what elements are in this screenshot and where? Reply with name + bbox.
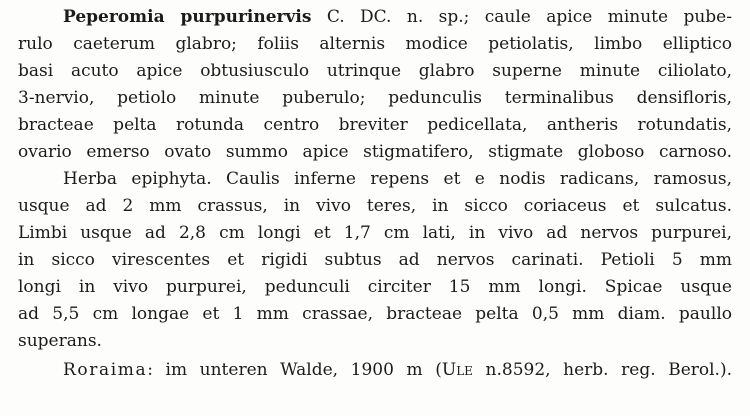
text-line [63, 4, 732, 31]
text-line: rulo caeterum glabro; foliis alternis modice petiolatis, limbo elliptico [18, 34, 732, 54]
locality-line [63, 357, 732, 384]
text-span: C. DC. n. sp.; caule apice minute pube- [311, 7, 732, 27]
text-line: 3-nervio, petiolo minute puberulo; pedunculis terminalibus densifloris, [18, 88, 732, 108]
text-line: ovario emerso ovato summo apice stigmatifero, stigmate globoso carnoso. [18, 142, 732, 162]
text-line: usque ad 2 mm crassus, in vivo teres, in sicco coriaceus et sulcatus. [18, 196, 732, 216]
collector-name: Ule [441, 360, 473, 380]
text-line: in sicco virescentes et rigidi subtus ad nervos carinati. Petioli 5 mm [18, 250, 732, 270]
text-line: bracteae pelta rotunda centro breviter pedicellata, antheris rotundatis, [18, 115, 732, 135]
species-name: Peperomia purpurinervis [63, 7, 312, 27]
text-line: ad 5,5 cm longae et 1 mm crassae, bracteae pelta 0,5 mm diam. paullo [18, 304, 732, 324]
text-line: Herba epiphyta. Caulis inferne repens et e nodis radicans, ramosus, [63, 169, 732, 189]
text-line: Limbi usque ad 2,8 cm longi et 1,7 cm lati, in vivo ad nervos purpurei, [18, 223, 732, 243]
text-span: n.8592, herb. reg. Berol.). [472, 360, 732, 380]
text-line: superans. [18, 331, 102, 351]
text-line: basi acuto apice obtusiusculo utrinque glabro superne minute ciliolato, [18, 61, 732, 81]
text-span: : im unteren Walde, 1900 m ( [147, 360, 442, 380]
text-line: longi in vivo purpurei, pedunculi circiter 15 mm longi. Spicae usque [18, 277, 732, 297]
locality-name: Roraima [63, 360, 148, 380]
